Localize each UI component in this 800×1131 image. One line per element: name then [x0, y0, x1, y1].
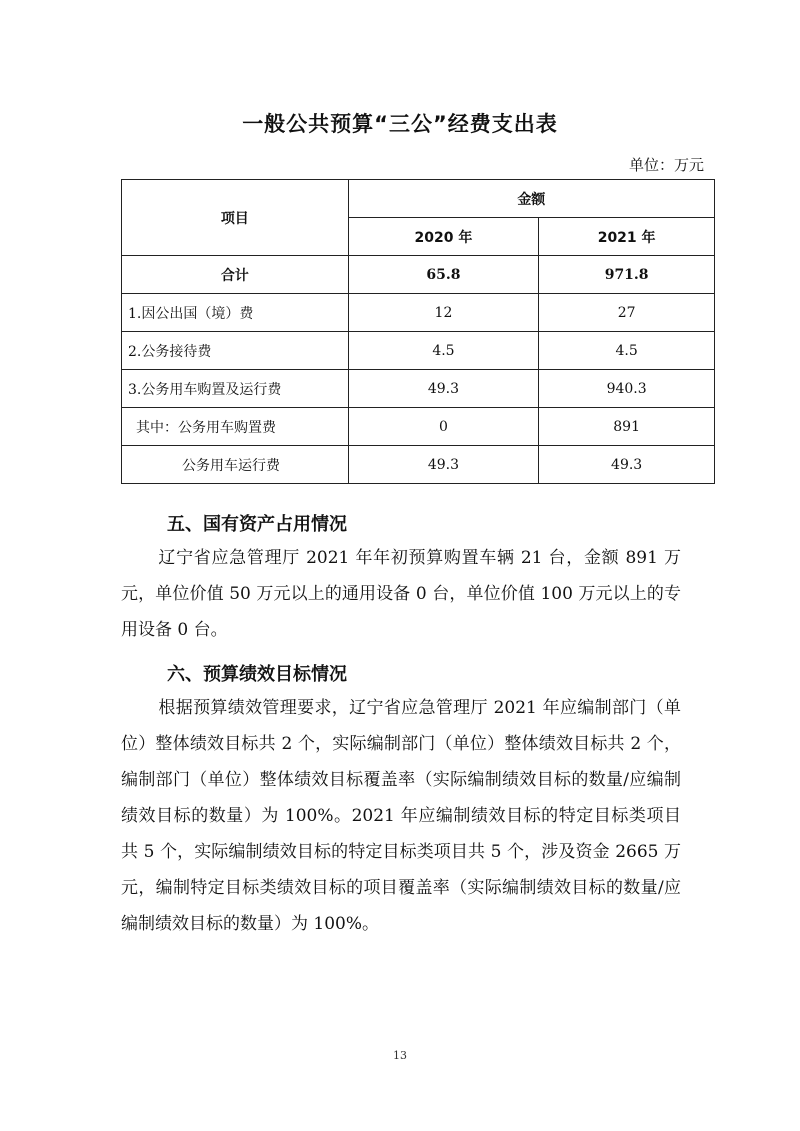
header-item: 项目 — [122, 180, 349, 256]
row-value-2021: 891 — [539, 408, 715, 446]
row-value-2020: 65.8 — [348, 256, 539, 294]
table-row — [122, 446, 715, 484]
header-year-2021: 2021 年 — [539, 218, 715, 256]
table-row — [122, 294, 715, 332]
row-value-2021: 27 — [539, 294, 715, 332]
unit-label: 单位：万元 — [628, 156, 704, 174]
expense-table — [121, 179, 715, 484]
table-row — [122, 408, 715, 446]
header-row — [122, 180, 715, 218]
row-value-2020: 4.5 — [348, 332, 539, 370]
row-value-2020: 49.3 — [348, 370, 539, 408]
row-label: 1.因公出国（境）费 — [122, 294, 349, 332]
row-value-2021: 940.3 — [539, 370, 715, 408]
row-label: 3.公务用车购置及运行费 — [122, 370, 349, 408]
row-value-2021: 49.3 — [539, 446, 715, 484]
row-value-2021: 971.8 — [539, 256, 715, 294]
row-value-2020: 49.3 — [348, 446, 539, 484]
table-row — [122, 332, 715, 370]
table-row-total — [122, 256, 715, 294]
section-heading-assets: 五、国有资产占用情况 — [167, 514, 347, 535]
header-amount: 金额 — [348, 180, 714, 218]
row-label: 公务用车运行费 — [122, 446, 349, 484]
header-year-2020: 2020 年 — [348, 218, 539, 256]
table-row — [122, 370, 715, 408]
page-number: 13 — [393, 1049, 407, 1062]
row-label: 其中：公务用车购置费 — [122, 408, 349, 446]
section-text-assets: 辽宁省应急管理厅 2021 年年初预算购置车辆 21 台，金额 891 万元，单位价值 50 万元以上的通用设备 0 台，单位价值 100 万元以上的专用设备 0 台。 — [121, 548, 681, 640]
row-value-2021: 4.5 — [539, 332, 715, 370]
table-title: 一般公共预算“三公”经费支出表 — [242, 112, 558, 136]
section-heading-performance: 六、预算绩效目标情况 — [167, 664, 347, 685]
section-text-performance: 根据预算绩效管理要求，辽宁省应急管理厅 2021 年应编制部门（单位）整体绩效目标共 2 个，实际编制部门（单位）整体绩效目标共 2 个，编制部门（单位）整体绩效目标覆盖率（实际编制绩效目标的数量/应编制绩效目标的数量）为 100%。2021 年应编制绩效目标的特定目标类项目共 5 个，实际编制绩效目标的特定目标类项目共 5 个，涉及资金 2665 万元，编制特定目标类绩效目标的项目覆盖率（实际编制绩效目标的数量/应编制绩效目标的数量）为 100%。 — [121, 698, 681, 934]
row-label: 合计 — [122, 256, 349, 294]
row-value-2020: 0 — [348, 408, 539, 446]
row-value-2020: 12 — [348, 294, 539, 332]
row-label: 2.公务接待费 — [122, 332, 349, 370]
